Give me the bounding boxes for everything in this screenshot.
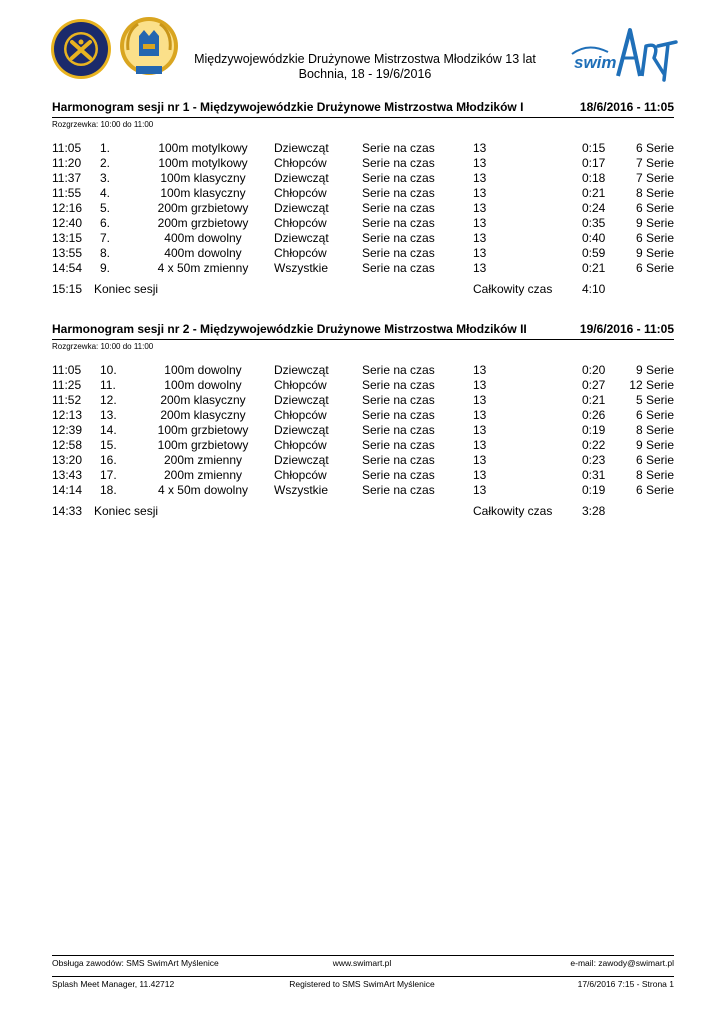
session-datetime: 18/6/2016 - 11:05 [579,100,674,114]
session-end-row [52,282,674,298]
event-row [52,201,674,216]
event-row [52,246,674,261]
event-age: 13 [473,408,487,422]
event-age: 13 [473,423,487,437]
event-gender: Wszystkie [274,483,328,497]
event-age: 13 [473,141,487,155]
pzp-logo [50,18,112,80]
event-name-cell: 200m grzbietowy [157,201,249,215]
event-number: 12. [100,393,117,407]
event-number: 1. [100,141,111,155]
event-gender: Chłopców [274,156,327,170]
event-gender: Dziewcząt [274,171,329,185]
event-number: 10. [100,363,117,377]
event-number: 6. [100,216,111,230]
event-number: 16. [100,453,117,467]
event-heats: 8 Serie [635,186,674,200]
event-gender: Dziewcząt [274,231,329,245]
event-duration: 0:21 [582,393,606,407]
session-title: Harmonogram sesji nr 2 - Międzywojewódzkie Drużynowe Mistrzostwa Młodzików II [52,322,527,336]
event-number: 14. [100,423,117,437]
event-type: Serie na czas [362,156,435,170]
event-duration: 0:26 [582,408,606,422]
footer-service: Obsługa zawodów: SMS SwimArt Myślenice [52,958,219,968]
event-age: 13 [473,216,487,230]
event-time: 12:39 [52,423,83,437]
event-name-cell: 100m grzbietowy [157,423,249,437]
event-age: 13 [473,156,487,170]
event-duration: 0:24 [582,201,606,215]
event-gender: Dziewcząt [274,363,329,377]
event-gender: Dziewcząt [274,141,329,155]
event-heats: 7 Serie [635,171,674,185]
event-time: 11:52 [52,393,82,407]
event-age: 13 [473,438,487,452]
event-heats: 6 Serie [635,483,674,497]
event-row [52,261,674,276]
event-heats: 6 Serie [635,408,674,422]
event-gender: Chłopców [274,468,327,482]
session-datetime: 19/6/2016 - 11:05 [579,322,674,336]
event-number: 13. [100,408,117,422]
event-type: Serie na czas [362,363,435,377]
event-name-cell: 100m motylkowy [158,141,248,155]
event-age: 13 [473,261,487,275]
event-heats: 6 Serie [635,201,674,215]
event-time: 14:54 [52,261,83,275]
event-number: 5. [100,201,111,215]
event-gender: Chłopców [274,246,327,260]
event-duration: 0:21 [582,261,606,275]
event-number: 17. [100,468,117,482]
event-number: 3. [100,171,111,185]
event-type: Serie na czas [362,141,435,155]
event-row [52,216,674,231]
event-type: Serie na czas [362,246,435,260]
event-time: 14:14 [52,483,83,497]
event-age: 13 [473,186,487,200]
event-row [52,378,674,393]
event-time: 11:37 [52,171,82,185]
event-list [52,141,674,276]
event-name-cell: 100m grzbietowy [157,438,249,452]
event-name-cell: 100m motylkowy [158,156,248,170]
event-type: Serie na czas [362,186,435,200]
event-name: Międzywojewódzkie Drużynowe Mistrzostwa Młodzików 13 lat [194,52,536,66]
event-name-cell: 200m grzbietowy [157,216,249,230]
event-heats: 9 Serie [635,363,674,377]
event-duration: 0:27 [582,378,606,392]
event-name-cell: 100m klasyczny [160,186,246,200]
session-block [52,321,674,520]
event-gender: Dziewcząt [274,393,329,407]
event-row [52,453,674,468]
session-header [52,321,674,340]
event-duration: 0:15 [582,141,606,155]
event-name-cell: 100m dowolny [164,378,242,392]
event-name-cell: 200m zmienny [163,453,243,467]
event-number: 2. [100,156,111,170]
event-heats: 5 Serie [635,393,674,407]
event-duration: 0:23 [582,453,606,467]
event-time: 13:43 [52,468,83,482]
session-end-label: Koniec sesji [94,504,159,518]
event-type: Serie na czas [362,261,435,275]
event-time: 11:20 [52,156,82,170]
event-name-cell: 200m zmienny [163,468,243,482]
session-title: Harmonogram sesji nr 1 - Międzywojewódzkie Drużynowe Mistrzostwa Młodzików I [52,100,524,114]
event-duration: 0:20 [582,363,606,377]
event-type: Serie na czas [362,231,435,245]
event-heats: 9 Serie [635,246,674,260]
event-age: 13 [473,393,487,407]
event-type: Serie na czas [362,201,435,215]
event-heats: 6 Serie [635,141,674,155]
event-name-cell: 100m klasyczny [160,171,246,185]
event-gender: Chłopców [274,216,327,230]
event-type: Serie na czas [362,438,435,452]
event-heats: 9 Serie [635,438,674,452]
event-type: Serie na czas [362,216,435,230]
event-row [52,231,674,246]
event-time: 12:13 [52,408,83,422]
total-time-label: Całkowity czas [473,504,553,518]
session-end-time: 15:15 [52,282,83,296]
event-duration: 0:19 [582,483,606,497]
event-duration: 0:18 [582,171,606,185]
event-name-cell: 400m dowolny [164,246,242,260]
event-duration: 0:19 [582,423,606,437]
event-duration: 0:40 [582,231,606,245]
event-gender: Dziewcząt [274,453,329,467]
event-age: 13 [473,201,487,215]
event-row [52,393,674,408]
event-row [52,468,674,483]
event-name-cell: 400m dowolny [164,231,242,245]
event-name-cell: 200m klasyczny [160,393,246,407]
event-name-cell: 4 x 50m dowolny [157,483,249,497]
event-type: Serie na czas [362,408,435,422]
footer-printed: 17/6/2016 7:15 - Strona 1 [577,979,674,989]
event-number: 15. [100,438,117,452]
event-gender: Dziewcząt [274,423,329,437]
event-number: 11. [100,378,116,392]
event-age: 13 [473,171,487,185]
event-row [52,156,674,171]
footer-software: Splash Meet Manager, 11.42712 [52,979,175,989]
footer-email-link[interactable]: e-mail: zawody@swimart.pl [570,958,674,968]
session-end-row [52,504,674,520]
event-age: 13 [473,378,487,392]
event-time: 11:05 [52,363,82,377]
warmup-time: Rozgrzewka: 10:00 do 11:00 [52,120,154,129]
event-row [52,483,674,498]
event-gender: Chłopców [274,438,327,452]
session-header [52,99,674,118]
event-type: Serie na czas [362,483,435,497]
event-age: 13 [473,468,487,482]
total-time-label: Całkowity czas [473,282,553,296]
event-gender: Chłopców [274,186,327,200]
event-duration: 0:59 [582,246,606,260]
event-heats: 12 Serie [629,378,674,392]
event-age: 13 [473,483,487,497]
event-time: 12:40 [52,216,83,230]
event-gender: Chłopców [274,408,327,422]
event-heats: 6 Serie [635,231,674,245]
event-time: 11:55 [52,186,82,200]
event-type: Serie na czas [362,453,435,467]
total-time-value: 4:10 [582,282,606,296]
event-name-cell: 4 x 50m zmienny [157,261,249,275]
event-time: 13:15 [52,231,83,245]
footer-divider [52,955,674,956]
event-name-cell: 100m dowolny [164,363,242,377]
event-duration: 0:21 [582,186,606,200]
event-heats: 8 Serie [635,423,674,437]
event-heats: 6 Serie [635,261,674,275]
event-type: Serie na czas [362,393,435,407]
footer-registered: Registered to SMS SwimArt Myślenice [289,979,435,989]
event-duration: 0:22 [582,438,606,452]
event-type: Serie na czas [362,378,435,392]
event-gender: Dziewcząt [274,201,329,215]
event-duration: 0:35 [582,216,606,230]
event-duration: 0:31 [582,468,606,482]
event-number: 18. [100,483,117,497]
total-time-value: 3:28 [582,504,606,518]
event-gender: Wszystkie [274,261,328,275]
svg-text:swim: swim [574,53,617,72]
event-place: Bochnia, 18 - 19/6/2016 [298,67,432,81]
event-row [52,363,674,378]
event-row [52,423,674,438]
event-heats: 6 Serie [635,453,674,467]
event-age: 13 [473,231,487,245]
event-number: 4. [100,186,111,200]
event-time: 12:16 [52,201,83,215]
event-time: 13:20 [52,453,83,467]
session-end-time: 14:33 [52,504,83,518]
swimart-logo [568,24,678,84]
event-age: 13 [473,453,487,467]
event-list [52,363,674,498]
event-gender: Chłopców [274,378,327,392]
event-time: 11:25 [52,378,82,392]
event-heats: 7 Serie [635,156,674,170]
event-heats: 9 Serie [635,216,674,230]
event-type: Serie na czas [362,171,435,185]
event-type: Serie na czas [362,468,435,482]
event-type: Serie na czas [362,423,435,437]
event-time: 13:55 [52,246,83,260]
event-age: 13 [473,363,487,377]
event-row [52,408,674,423]
event-time: 11:05 [52,141,82,155]
event-heats: 8 Serie [635,468,674,482]
event-number: 7. [100,231,111,245]
event-row [52,171,674,186]
event-time: 12:58 [52,438,83,452]
event-name-cell: 200m klasyczny [160,408,246,422]
event-number: 8. [100,246,111,260]
event-row [52,141,674,156]
event-age: 13 [473,246,487,260]
event-duration: 0:17 [582,156,606,170]
footer-website-link[interactable]: www.swimart.pl [332,958,392,968]
warmup-time: Rozgrzewka: 10:00 do 11:00 [52,342,154,351]
session-block [52,99,674,298]
event-row [52,438,674,453]
event-row [52,186,674,201]
event-number: 9. [100,261,111,275]
session-end-label: Koniec sesji [94,282,159,296]
footer-divider [52,976,674,977]
